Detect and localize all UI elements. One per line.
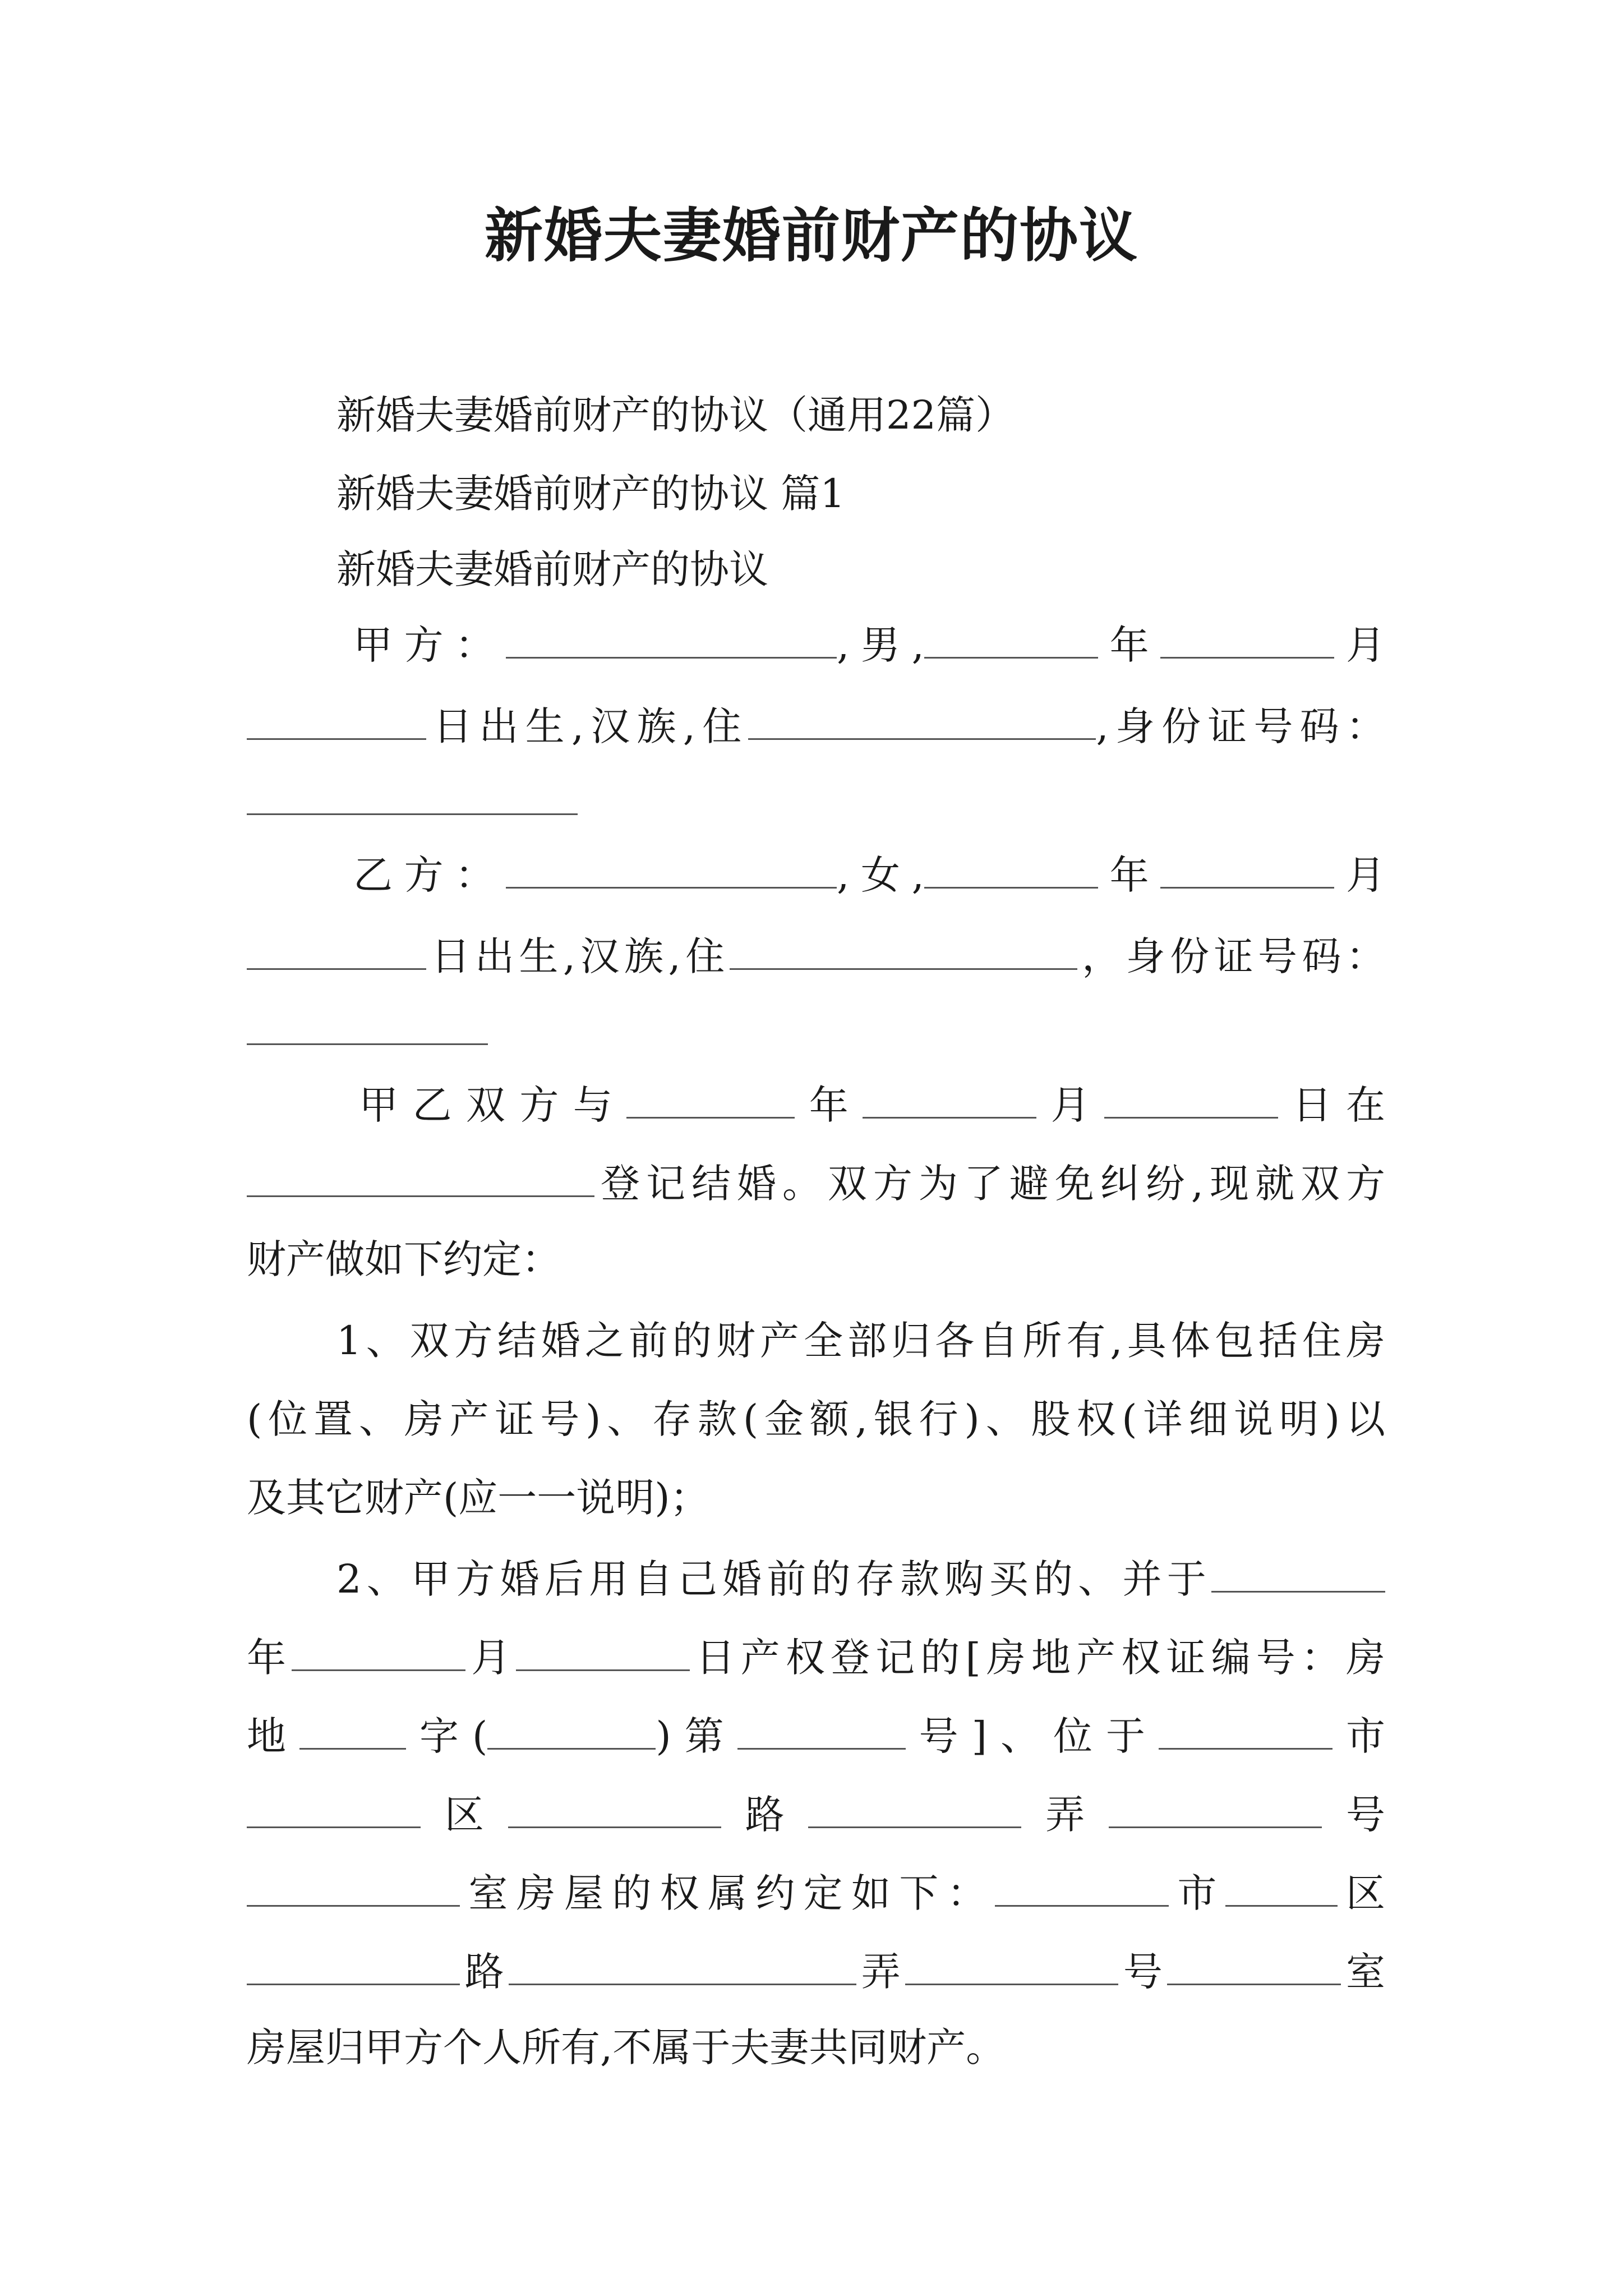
- road-label: 路: [460, 1949, 509, 1995]
- zi-label: 字(: [406, 1713, 488, 1759]
- party-b-address-blank: [730, 926, 1077, 970]
- number-2-blank: [905, 1941, 1118, 1985]
- party-b-birth-month-blank: [1160, 844, 1334, 889]
- party-b-line-2: [247, 926, 1385, 984]
- year-label: 年: [795, 1082, 863, 1128]
- party-b-line-1: [353, 844, 1385, 903]
- district-label: 区: [1337, 1870, 1386, 1916]
- di-number-label: )第: [656, 1713, 737, 1759]
- party-a-birth-day-blank: [247, 696, 426, 740]
- marriage-month-blank: [863, 1074, 1036, 1119]
- road-2-blank: [247, 1941, 460, 1985]
- number-blank: [1109, 1784, 1322, 1828]
- year-label: 年: [1098, 622, 1161, 668]
- month-label: 月: [1334, 622, 1385, 668]
- party-b-birth-day-blank: [247, 926, 426, 970]
- party-b-sex: ,女,: [837, 852, 924, 898]
- clause-2-line-7: 房屋归甲方个人所有,不属于夫妻共同财产。: [247, 2024, 1006, 2070]
- district-label: 区: [421, 1792, 508, 1838]
- party-b-label: 乙方：: [353, 852, 506, 898]
- clause-2-line-3: [247, 1705, 1385, 1764]
- subtitle: 新婚夫妻婚前财产的协议（通用22篇）: [336, 392, 1015, 438]
- marriage-line-3: 财产做如下约定：: [247, 1236, 561, 1282]
- marriage-day-blank: [1104, 1074, 1278, 1119]
- number-label: 号: [1118, 1949, 1168, 1995]
- registration-month-blank: [292, 1627, 465, 1671]
- party-a-sex: ,男,: [837, 622, 924, 668]
- clause-1-line-3: 及其它财产(应一一说明)；: [247, 1475, 709, 1521]
- marriage-place-blank: [247, 1153, 594, 1197]
- party-b-birth-text: 日出生,汉族,住: [426, 933, 730, 979]
- marriage-year-blank: [626, 1074, 795, 1119]
- road-blank: [508, 1784, 721, 1828]
- party-a-label: 甲方：: [353, 622, 506, 668]
- agreement-title: 新婚夫妻婚前财产的协议: [336, 546, 768, 592]
- clause-2-line-4: [247, 1784, 1385, 1843]
- room-2-blank: [1167, 1941, 1341, 1985]
- party-a-id-blank: [247, 813, 578, 815]
- road-label: 路: [721, 1792, 809, 1838]
- lane-2-blank: [509, 1941, 856, 1985]
- district-2-blank: [1225, 1862, 1338, 1907]
- party-a-line-1: [353, 614, 1385, 673]
- city-label: 市: [1332, 1713, 1386, 1759]
- party-a-birth-month-blank: [1160, 614, 1334, 659]
- number-label: 号: [1322, 1792, 1386, 1838]
- marriage-line-1: [359, 1074, 1385, 1133]
- lane-label: 弄: [1021, 1792, 1109, 1838]
- party-a-birth-text: 日出生,汉族,住: [426, 703, 749, 749]
- district-blank: [247, 1784, 421, 1828]
- clause-1-line-1: 1、双方结婚之前的财产全部归各自所有,具体包括住房: [336, 1318, 1385, 1364]
- room-label: 室: [1341, 1949, 1386, 1995]
- marriage-line-2: [247, 1153, 1385, 1212]
- marriage-lead: 甲乙双方与: [359, 1082, 627, 1128]
- ownership-text: 室房屋的权属约定如下：: [460, 1870, 995, 1916]
- city-label: 市: [1169, 1870, 1225, 1916]
- year-label: 年: [1098, 852, 1161, 898]
- clause-2-line-1: [336, 1548, 1385, 1607]
- party-b-id-label: ，身份证号码：: [1077, 933, 1385, 979]
- party-a-line-2: [247, 696, 1385, 754]
- lane-blank: [808, 1784, 1021, 1828]
- party-a-id-label: ,身份证号码：: [1096, 703, 1385, 749]
- purchase-date-blank: [1211, 1548, 1385, 1593]
- lane-label: 弄: [856, 1949, 906, 1995]
- clause-2-line-6: [247, 1941, 1385, 2000]
- day-at-label: 日在: [1278, 1082, 1386, 1128]
- month-label: 月: [465, 1635, 517, 1681]
- clause-2-text: 2、甲方婚后用自己婚前的存款购买的、并于: [336, 1556, 1211, 1602]
- cert-number-blank: [737, 1705, 906, 1750]
- city-blank: [1159, 1705, 1332, 1750]
- marriage-text: 登记结婚。双方为了避免纠纷,现就双方: [594, 1161, 1385, 1207]
- year-label: 年: [247, 1635, 292, 1681]
- located-label: 号]、位于: [905, 1713, 1159, 1759]
- clause-1-line-2: (位置、房产证号)、存款(金额,银行)、股权(详细说明)以: [247, 1396, 1385, 1442]
- party-a-birth-year-blank: [924, 614, 1098, 659]
- cert-prefix-blank: [299, 1705, 406, 1750]
- room-blank: [247, 1862, 460, 1907]
- city-2-blank: [995, 1862, 1169, 1907]
- party-b-id-blank: [247, 1043, 488, 1045]
- party-a-address-blank: [748, 696, 1096, 740]
- party-b-birth-year-blank: [924, 844, 1098, 889]
- party-a-name-blank: [506, 614, 837, 659]
- clause-2-line-5: [247, 1862, 1385, 1921]
- di-label: 地: [247, 1713, 300, 1759]
- document-title: 新婚夫妻婚前财产的协议: [484, 201, 1138, 270]
- registration-text: 日产权登记的[房地产权证编号：房: [690, 1635, 1386, 1681]
- registration-day-blank: [516, 1627, 690, 1671]
- cert-paren-blank: [487, 1705, 656, 1750]
- section-heading: 新婚夫妻婚前财产的协议 篇1: [336, 471, 845, 517]
- party-b-name-blank: [506, 844, 837, 889]
- month-label: 月: [1334, 852, 1385, 898]
- month-label: 月: [1036, 1082, 1105, 1128]
- clause-2-line-2: [247, 1627, 1385, 1686]
